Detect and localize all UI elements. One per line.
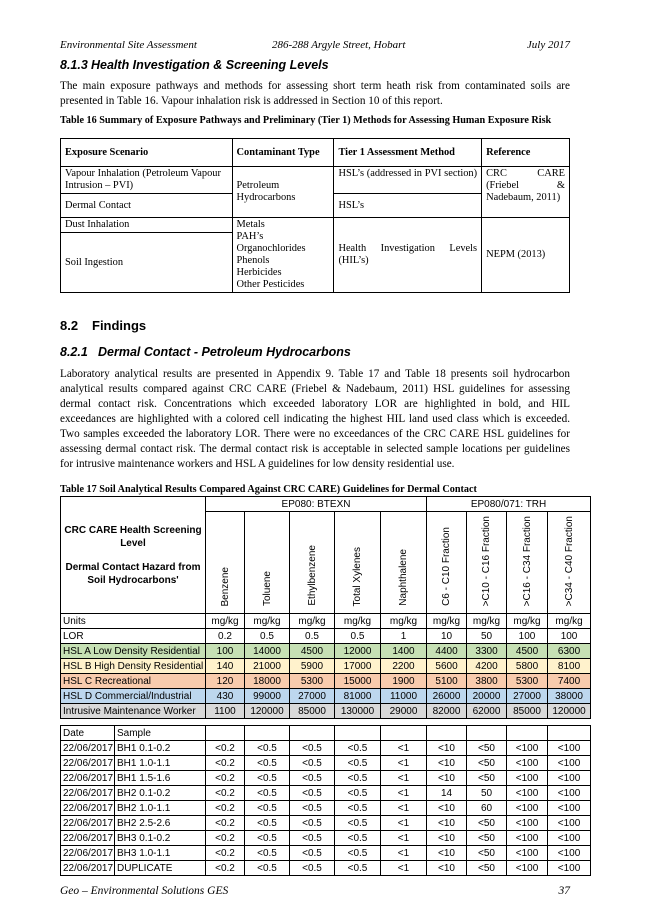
table-cell: <0.5 [245,756,290,771]
column-header-label: >C34 - C40 Fraction [563,515,575,606]
row-label: HSL A Low Density Residential [61,644,206,659]
lor-cell: 0.5 [335,629,381,644]
table-cell: <0.5 [245,846,290,861]
sample-date: 22/06/2017 [61,861,115,876]
unit-cell: mg/kg [427,614,467,629]
table-cell: 62000 [467,704,507,719]
table-cell: <0.5 [245,786,290,801]
blank-cell [381,726,427,741]
table-cell: 140 [206,659,245,674]
table16-cell: Soil Ingestion [61,233,233,293]
row-label: Units [61,614,206,629]
table-cell: <10 [427,831,467,846]
contaminant-item: Organochlorides [236,243,306,254]
table-cell: 12000 [335,644,381,659]
blank-cell [245,726,290,741]
sample-row [61,861,591,876]
table-cell: <0.2 [206,756,245,771]
table-cell: 99000 [245,689,290,704]
page-header [60,39,570,53]
table-cell: <0.2 [206,741,245,756]
sample-date: 22/06/2017 [61,786,115,801]
table-cell: 85000 [290,704,335,719]
unit-cell: mg/kg [381,614,427,629]
table-cell: 6300 [548,644,591,659]
table-cell: <0.5 [245,831,290,846]
lor-cell: 1 [381,629,427,644]
table-cell: 38000 [548,689,591,704]
table-cell: 85000 [507,704,548,719]
table-cell: 5100 [427,674,467,689]
sample-date: 22/06/2017 [61,771,115,786]
table-cell: 5600 [427,659,467,674]
section-heading-8-2-1 [60,345,351,359]
column-header [335,512,381,614]
table-cell: 1400 [381,644,427,659]
table-cell: <10 [427,771,467,786]
column-header [245,512,290,614]
unit-cell: mg/kg [206,614,245,629]
table-cell: <1 [381,771,427,786]
table-cell: <100 [507,756,548,771]
sample-row [61,771,591,786]
contaminant-item: Phenols [236,255,270,266]
table-cell: <100 [548,741,591,756]
table-cell: <0.5 [335,831,381,846]
date-header: Date [61,726,115,741]
table16-header: Exposure Scenario [61,139,233,167]
table-cell: 2200 [381,659,427,674]
sample-id: BH3 1.0-1.1 [115,846,206,861]
table-cell: <50 [467,816,507,831]
table-cell: <10 [427,861,467,876]
sample-id: DUPLICATE [115,861,206,876]
sample-header: Sample [115,726,206,741]
table-cell: <0.5 [290,846,335,861]
table-cell: <100 [548,861,591,876]
hsl-row [61,689,591,704]
table-cell: 27000 [507,689,548,704]
table16-cell: HSL’s [334,194,482,218]
table-cell: <50 [467,756,507,771]
table-cell: <0.2 [206,816,245,831]
sample-date: 22/06/2017 [61,816,115,831]
table-cell: <1 [381,756,427,771]
column-header-label: Ethylbenzene [306,545,318,606]
sample-row [61,786,591,801]
table-cell: <100 [507,831,548,846]
hsl-row [61,644,591,659]
table-cell: 60 [467,801,507,816]
unit-cell: mg/kg [548,614,591,629]
table17-title-cell [61,497,206,614]
table-cell: <0.5 [245,801,290,816]
table-cell: <10 [427,846,467,861]
column-header-label: Toluene [261,570,273,606]
table16-cell: Petroleum Hydrocarbons [232,167,334,218]
table-cell: <100 [548,846,591,861]
table-cell: 81000 [335,689,381,704]
section-number: 8.2.1 [60,345,88,359]
table-cell: <0.5 [245,816,290,831]
table-cell: 120000 [548,704,591,719]
paragraph-exposure-pathways: The main exposure pathways and methods for assessing short term heath risk from contaminated soils are presented in Table 16. Vapour inhalation risk is addressed in Section 10 of this report. [60,80,570,107]
table16-header: Tier 1 Assessment Method [334,139,482,167]
table-cell: 18000 [245,674,290,689]
table-cell: <100 [507,786,548,801]
table-cell: <100 [507,816,548,831]
table-cell: 4400 [427,644,467,659]
table17-group-row [61,497,591,512]
table-cell: <100 [548,816,591,831]
table-cell: 1100 [206,704,245,719]
page-number: 37 [558,885,570,897]
column-header-label: Benzene [219,566,231,606]
table16-cell: HSL’s (addressed in PVI section) [334,167,482,194]
table-cell: 4500 [507,644,548,659]
sample-row [61,816,591,831]
sample-date: 22/06/2017 [61,756,115,771]
table-cell: 5300 [290,674,335,689]
table16-cell: NEPM (2013) [482,218,570,293]
table-cell: <0.5 [290,816,335,831]
blank-cell [427,726,467,741]
table-cell: <50 [467,771,507,786]
section-title: Dermal Contact - Petroleum Hydrocarbons [98,345,351,359]
table-cell: <0.5 [335,801,381,816]
table-cell: <0.5 [335,816,381,831]
table-cell: <0.5 [335,846,381,861]
section-heading-8-1-3 [60,58,329,72]
sample-id: BH2 2.5-2.6 [115,816,206,831]
table-cell: <0.5 [245,771,290,786]
lor-cell: 0.5 [245,629,290,644]
table-cell: <100 [507,846,548,861]
table-cell: 17000 [335,659,381,674]
table-cell: <100 [548,801,591,816]
table-cell: <0.5 [335,861,381,876]
table-cell: 20000 [467,689,507,704]
table-cell: <0.5 [335,741,381,756]
column-header-label: Naphthalene [398,549,409,606]
table-cell: <1 [381,741,427,756]
table-cell: 14000 [245,644,290,659]
table-cell: <100 [548,771,591,786]
table-cell: 50 [467,786,507,801]
table-cell: <0.5 [290,771,335,786]
column-header [467,512,507,614]
table-cell: <100 [507,741,548,756]
table-cell: <1 [381,831,427,846]
table-cell: 8100 [548,659,591,674]
units-row [61,614,591,629]
table-cell: 130000 [335,704,381,719]
group-header-btexn: EP080: BTEXN [206,497,427,512]
table-cell: <0.2 [206,846,245,861]
table17-title-line: Dermal Contact Hazard from Soil Hydrocarbons' [65,561,201,586]
sample-id: BH1 1.0-1.1 [115,756,206,771]
lor-cell: 50 [467,629,507,644]
column-header [206,512,245,614]
column-header [427,512,467,614]
table-cell: 26000 [427,689,467,704]
column-header [290,512,335,614]
table-cell: <10 [427,756,467,771]
table-cell: <0.5 [335,756,381,771]
blank-cell [335,726,381,741]
sample-date: 22/06/2017 [61,846,115,861]
table-cell: 3300 [467,644,507,659]
column-header [507,512,548,614]
table-cell: <1 [381,801,427,816]
header-right: July 2017 [526,39,570,51]
row-label: HSL D Commercial/Industrial [61,689,206,704]
table-cell: <0.5 [245,861,290,876]
table-cell: 82000 [427,704,467,719]
unit-cell: mg/kg [507,614,548,629]
table-cell: <100 [507,801,548,816]
table-cell: <1 [381,846,427,861]
table17-title-line: CRC CARE Health Screening Level [64,524,202,549]
table-cell: 4200 [467,659,507,674]
table-cell: 27000 [290,689,335,704]
table-cell: <0.5 [290,741,335,756]
table-cell: 7400 [548,674,591,689]
table-cell: <0.5 [245,741,290,756]
table-cell: <0.5 [335,786,381,801]
table-cell: <0.5 [290,861,335,876]
paragraph-findings: Laboratory analytical results are presented in Appendix 9. Table 17 and Table 18 presents soil hydrocarbon analytical results compared against CRC CARE (Friebel & Nadebaum, 2011) HSL guidelines for assessing dermal contact risk. Concentrations which exceeded laboratory LOR are highlighted in bold, and HIL exceedances are highlighted with a colored cell indicating the highest HIL land used class which is exceeded. Two samples exceeded the laboratory LOR. There were no exceedances of the CRC CARE HSL guidelines for assessing dermal contact risk. The dermal contact risk is acceptable in selected sample locations per guidelines for intrusive maintenance workers and HSL A guidelines for low density residential use. [60,368,570,470]
table-cell: <0.5 [335,771,381,786]
sample-id: BH1 1.5-1.6 [115,771,206,786]
sample-row [61,801,591,816]
table-cell: <100 [548,756,591,771]
sample-id: BH2 1.0-1.1 [115,801,206,816]
footer-left: Geo – Environmental Solutions GES [60,885,229,897]
table-cell: <0.5 [290,831,335,846]
table-cell: <0.5 [290,756,335,771]
sample-row [61,741,591,756]
table-cell: <10 [427,816,467,831]
table-cell: 21000 [245,659,290,674]
column-header-label: C6 - C10 Fraction [441,527,453,606]
table16-row [61,167,570,194]
blank-cell [290,726,335,741]
contaminant-item: PAH’s [236,231,264,242]
table-cell: 5300 [507,674,548,689]
table-cell: <1 [381,816,427,831]
table-cell: <0.2 [206,801,245,816]
unit-cell: mg/kg [245,614,290,629]
spacer-cell [61,719,591,726]
table-cell: 120000 [245,704,290,719]
table16-row [61,218,570,233]
sample-date: 22/06/2017 [61,831,115,846]
table16-cell: Dust Inhalation [61,218,233,233]
sample-header-row [61,726,591,741]
contaminant-item: Herbicides [236,267,282,278]
table16-cell: Dermal Contact [61,194,233,218]
table-cell: <0.2 [206,861,245,876]
table-cell: 1900 [381,674,427,689]
table16-header-row [61,139,570,167]
row-label: HSL B High Density Residential [61,659,206,674]
sample-date: 22/06/2017 [61,801,115,816]
blank-cell [548,726,591,741]
blank-cell [507,726,548,741]
blank-cell [467,726,507,741]
table-cell: <50 [467,831,507,846]
table16 [60,138,570,293]
page-footer [60,885,570,899]
section-title: Health Investigation & Screening Levels [91,58,329,72]
hsl-row [61,704,591,719]
sample-id: BH2 0.1-0.2 [115,786,206,801]
table16-cell: Health Investigation Levels (HIL’s) [334,218,482,293]
table-cell: <0.5 [290,786,335,801]
table16-header: Reference [482,139,570,167]
table-cell: <0.2 [206,786,245,801]
unit-cell: mg/kg [290,614,335,629]
sample-id: BH1 0.1-0.2 [115,741,206,756]
hsl-row [61,659,591,674]
unit-cell: mg/kg [467,614,507,629]
table-cell: <10 [427,741,467,756]
group-header-trh: EP080/071: TRH [427,497,591,512]
table-cell: 3800 [467,674,507,689]
table-cell: 100 [206,644,245,659]
table-cell: <100 [548,786,591,801]
table-cell: <1 [381,861,427,876]
table16-header: Contaminant Type [232,139,334,167]
table-cell: 5800 [507,659,548,674]
sample-row [61,756,591,771]
table-cell: 14 [427,786,467,801]
row-label: LOR [61,629,206,644]
column-header-label: >C16 - C34 Fraction [521,515,533,606]
sample-id: BH3 0.1-0.2 [115,831,206,846]
lor-cell: 0.5 [290,629,335,644]
column-header-label: Total Xylenes [352,546,363,606]
table-cell: 15000 [335,674,381,689]
sample-row [61,831,591,846]
header-center: 286-288 Argyle Street, Hobart [272,39,406,51]
lor-cell: 100 [548,629,591,644]
table17 [60,496,591,876]
table16-cell: Vapour Inhalation (Petroleum Vapour Intrusion – PVI) [61,167,233,194]
unit-cell: mg/kg [335,614,381,629]
table16-cell-contaminants [232,218,334,293]
table17-caption: Table 17 Soil Analytical Results Compared Against CRC CARE) Guidelines for Dermal Contact [60,484,477,495]
table-cell: <100 [548,831,591,846]
table-cell: <0.2 [206,771,245,786]
table-cell: 430 [206,689,245,704]
contaminant-item: Metals [236,219,265,230]
contaminant-item: Other Pesticides [236,279,305,290]
column-header-label: >C10 - C16 Fraction [481,515,493,606]
sample-date: 22/06/2017 [61,741,115,756]
table-cell: <0.2 [206,831,245,846]
section-number: 8.2 [60,318,79,333]
table-cell: 5900 [290,659,335,674]
column-header [548,512,591,614]
lor-cell: 10 [427,629,467,644]
table-cell: 120 [206,674,245,689]
table-cell: 29000 [381,704,427,719]
table-cell: <1 [381,786,427,801]
hsl-row [61,674,591,689]
lor-row [61,629,591,644]
header-left: Environmental Site Assessment [60,39,197,51]
sample-row [61,846,591,861]
section-title: Findings [92,318,147,333]
section-heading-8-2 [60,318,146,333]
lor-cell: 100 [507,629,548,644]
table-cell: <50 [467,861,507,876]
table16-caption: Table 16 Summary of Exposure Pathways and Preliminary (Tier 1) Methods for Assessing Human Exposure Risk [60,115,552,126]
table-cell: <10 [427,801,467,816]
column-header [381,512,427,614]
table-cell: <50 [467,846,507,861]
section-number: 8.1.3 [60,58,88,72]
table16-cell: CRC CARE (Friebel & Nadebaum, 2011) [482,167,570,218]
spacer-row [61,719,591,726]
table-cell: <100 [507,861,548,876]
row-label: HSL C Recreational [61,674,206,689]
row-label: Intrusive Maintenance Worker [61,704,206,719]
blank-cell [206,726,245,741]
lor-cell: 0.2 [206,629,245,644]
table-cell: <0.5 [290,801,335,816]
table-cell: 4500 [290,644,335,659]
table-cell: <50 [467,741,507,756]
table-cell: <100 [507,771,548,786]
table-cell: 11000 [381,689,427,704]
